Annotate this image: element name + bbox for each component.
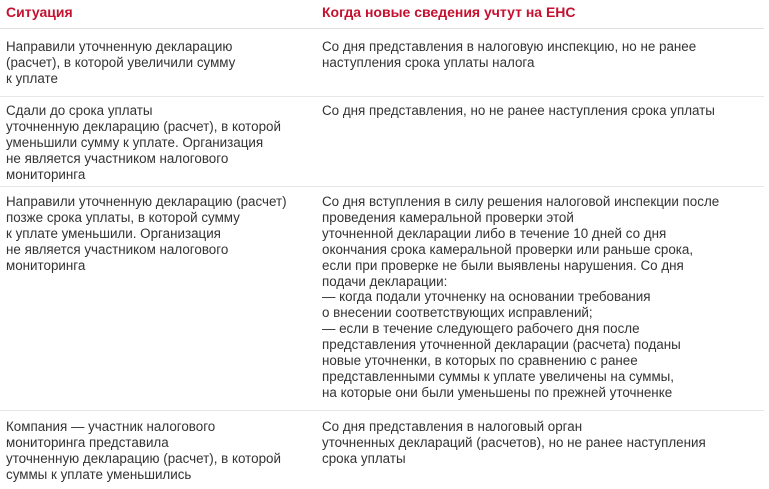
- situation-cell: Сдали до срока уплаты уточненную декларацию (расчет), в которой уменьшили сумму к уплате. Организация не является участником налогового мониторинга: [0, 97, 316, 187]
- situation-cell: Направили уточненную декларацию (расчет), в которой увеличили сумму к уплате: [0, 29, 316, 97]
- table-row: [0, 29, 764, 97]
- when-cell: Со дня представления в налоговый орган уточненных деклараций (расчетов), но не ранее наступления срока уплаты: [322, 419, 706, 466]
- when-cell: Со дня представления, но не ранее наступления срока уплаты: [316, 97, 764, 187]
- situation-cell: Направили уточненную декларацию (расчет) позже срока уплаты, в которой сумму к уплате уменьшили. Организация не является участником налогового мониторинга: [0, 187, 316, 411]
- when-cell: Со дня представления в налоговую инспекцию, но не ранее наступления срока уплаты налога: [316, 29, 764, 97]
- table-row: [0, 97, 764, 187]
- table-row: [0, 411, 764, 483]
- table-row: [0, 187, 764, 411]
- table-header-row: [0, 0, 764, 29]
- header-situation: Ситуация: [0, 0, 316, 29]
- situation-cell: Компания — участник налогового мониторинга представила уточненную декларацию (расчет), в которой суммы к уплате уменьшились: [6, 419, 281, 482]
- when-cell: Со дня вступления в силу решения налоговой инспекции после проведения камеральной проверки этой уточненной декларации либо в течение 10 дней со дня окончания срока камеральной проверки или раньше срока, если при проверке не были выявлены нарушения. Со дня подачи декларации: — когда подали уточненку на основании требования о внесении соответствующих исправлений; — если в течение следующего рабочего дня после представления уточненной декларации (расчета) поданы новые уточненки, в которых по сравнению с ранее представленными суммы к уплате увеличены на суммы, на которые они были уменьшены по прежней уточненке: [316, 187, 764, 411]
- header-when-accounted: Когда новые сведения учтут на ЕНС: [316, 0, 764, 29]
